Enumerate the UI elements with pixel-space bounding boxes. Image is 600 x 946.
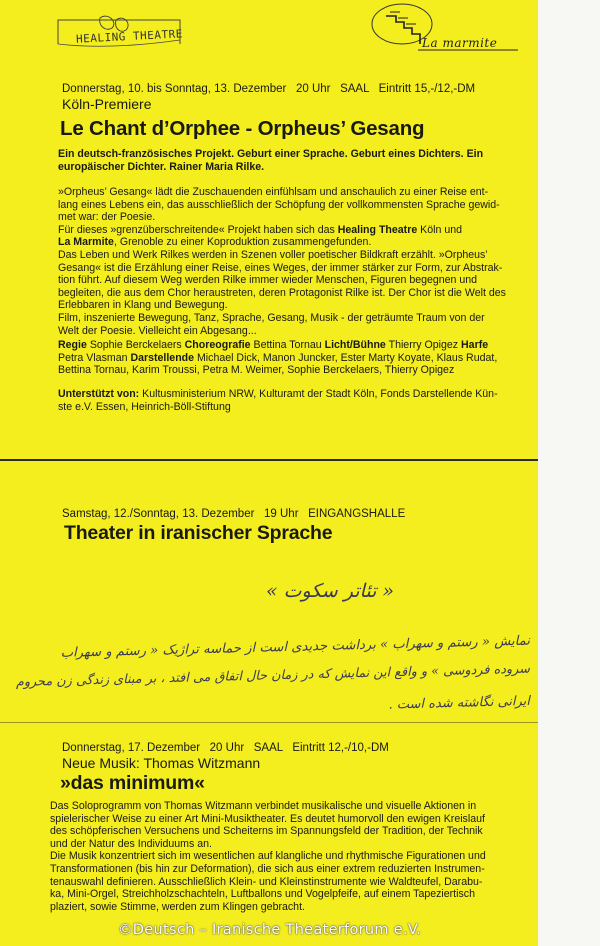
- body-line: »Orpheus’ Gesang« lädt die Zuschauenden einfühlsam und anschaulich zu einer Reise ent-: [58, 186, 489, 198]
- credits-line: [58, 339, 510, 352]
- la-marmite-logo-text: La marmite: [422, 36, 498, 50]
- credits-line: [58, 352, 510, 365]
- darst-value: Michael Dick, Manon Juncker, Ester Marty Koyate, Klaus Rudat,: [196, 351, 498, 364]
- event1-title: Le Chant d’Orphee - Orpheus’ Gesang: [60, 117, 425, 140]
- handwritten-line: سروده فردوسی » و واقع این نمایش که در زمان حال اتفاق می افتد ، بر مبنای زندگی زن محروم: [15, 661, 531, 691]
- lead-line: europäischer Dichter. Rainer Maria Rilke.: [58, 160, 265, 173]
- event1-body: [58, 186, 510, 337]
- body-line: met war: der Poesie.: [58, 211, 156, 224]
- event3-dates: Donnerstag, 17. Dezember 20 Uhr SAAL Eintritt 12,-/10,-DM: [62, 742, 389, 754]
- body-line: plaziert, sowie Stimme, werden zum Klingen gebracht.: [50, 900, 305, 913]
- body-text: Köln und: [420, 223, 462, 236]
- event1-dates: Donnerstag, 10. bis Sonntag, 13. Dezember 20 Uhr SAAL Eintritt 15,-/12,-DM: [62, 83, 476, 95]
- harfe-label: Harfe: [461, 339, 489, 351]
- body-line: begleiten, die aus dem Chor heraustreten, deren Protagonist Rilke ist. Der Chor ist die Welt des: [58, 286, 506, 299]
- body-text: Für dieses »grenzüberschreitende« Projekt haben sich das: [58, 223, 335, 236]
- la-marmite-logo: [360, 2, 520, 54]
- body-line: Das Soloprogramm von Thomas Witzmann verbindet musikalische und visuelle Aktionen in: [50, 800, 477, 812]
- body-line: Welt der Poesie. Vielleicht ein Abgesang...: [58, 324, 257, 337]
- lead-line: Ein deutsch-französisches Projekt. Geburt einer Sprache. Geburt eines Dichters. Ein: [58, 148, 484, 160]
- body-line: Transformationen (bis hin zur Deformation), die sich aus einer extrem reduzierten Instrumen-: [50, 862, 485, 875]
- event3-subtitle: Neue Musik: Thomas Witzmann: [62, 755, 261, 771]
- darst-label: Darstellende: [130, 351, 195, 364]
- la-marmite-name: La Marmite: [58, 236, 114, 249]
- harfe-value: Petra Vlasman: [58, 351, 128, 364]
- body-line: Film, inszenierte Bewegung, Tanz, Sprache, Gesang, Musik - der geträumte Traum von der: [58, 311, 485, 324]
- event3-title: »das minimum«: [60, 772, 205, 794]
- support-line: [58, 388, 510, 401]
- handwritten-title: « تئاتر سکوت »: [265, 580, 395, 602]
- copyright-footer: ©Deutsch – Iranische Theaterforum e.V.: [118, 922, 422, 938]
- licht-value: Thierry Opigez: [388, 339, 459, 351]
- event2-title: Theater in iranischer Sprache: [64, 522, 333, 544]
- licht-label: Licht/Bühne: [324, 339, 386, 351]
- regie-label: Regie: [58, 339, 87, 351]
- healing-theatre-logo: [50, 14, 190, 48]
- body-line: [58, 236, 510, 249]
- support-label: Unterstützt von:: [58, 388, 140, 400]
- page-margin: [538, 0, 600, 946]
- healing-theatre-name: Healing Theatre: [337, 223, 418, 236]
- event1-credits: [58, 339, 510, 377]
- body-line: spielerischer Weise zu einer Art Mini-Musiktheater. Es deutet humorvoll den ewigen Kreislauf: [50, 812, 485, 825]
- event3-body: [50, 800, 510, 913]
- body-line: und der Natur des Individuums an.: [50, 837, 212, 850]
- event2-dates: Samstag, 12./Sonntag, 13. Dezember 19 Uhr EINGANGSHALLE: [62, 508, 406, 520]
- support-line: ste e.V. Essen, Heinrich-Böll-Stiftung: [58, 400, 231, 413]
- choreo-value: Bettina Tornau: [253, 339, 322, 351]
- body-text: , Grenoble zu einer Koproduktion zusammengefunden.: [113, 236, 372, 249]
- body-line: [58, 224, 510, 237]
- credits-line: Bettina Tornau, Karim Troussi, Petra M. Weimer, Sophie Berckelaers, Thierry Opigez: [58, 364, 455, 377]
- body-line: tenauswahl definieren. Ausschließlich Klein- und Kleinstinstrumente wie Waldteufel, Darabu-: [50, 875, 483, 888]
- body-line: Gesang« ist die Erzählung einer Reise, eines Weges, der immer stärker zur Form, zur Abstrak-: [58, 261, 503, 274]
- body-line: tion führt. Auf diesem Weg werden Rilke immer wieder Menschen, Figuren begegnen und: [58, 274, 478, 287]
- choreo-label: Choreografie: [184, 339, 251, 351]
- regie-value: Sophie Berckelaers: [89, 339, 182, 351]
- body-line: lang eines Lebens ein, das ausschließlich der Schöpfung der vollkommensten Sprache gewid-: [58, 198, 500, 211]
- body-line: Das Leben und Werk Rilkes werden in Szenen voller poetischer Bildkraft erzählt. »Orpheus’: [58, 248, 488, 261]
- body-line: Die Musik konzentriert sich im wesentlichen auf klangliche und rhythmische Figurationen und: [50, 850, 486, 863]
- support-value: Kultusministerium NRW, Kulturamt der Stadt Köln, Fonds Darstellende Kün-: [142, 388, 498, 400]
- handwritten-line: نمایش « رستم و سهراب » برداشت جدیدی است از حماسه تراژیک « رستم و سهراب: [60, 633, 531, 661]
- body-line: Erlebbaren in Klang und Bewegung.: [58, 299, 228, 312]
- event1-lead: [58, 148, 508, 173]
- event1-subtitle: Köln-Premiere: [62, 96, 152, 112]
- section-divider: [0, 459, 538, 461]
- section-divider: [0, 722, 538, 723]
- event1-support: [58, 388, 510, 413]
- body-line: des schöpferischen Versuchens und Scheiterns im Spannungsfeld der Tradition, der Technik: [50, 825, 483, 838]
- handwritten-line: ایرانی نگاشته شده است .: [388, 693, 531, 713]
- healing-theatre-logo-text: HEALING THEATRE: [75, 27, 184, 46]
- body-line: ka, Mini-Orgel, Streichholzschachteln, Luftballons und Vogelpfeife, auf einem Tapeziertisch: [50, 888, 475, 901]
